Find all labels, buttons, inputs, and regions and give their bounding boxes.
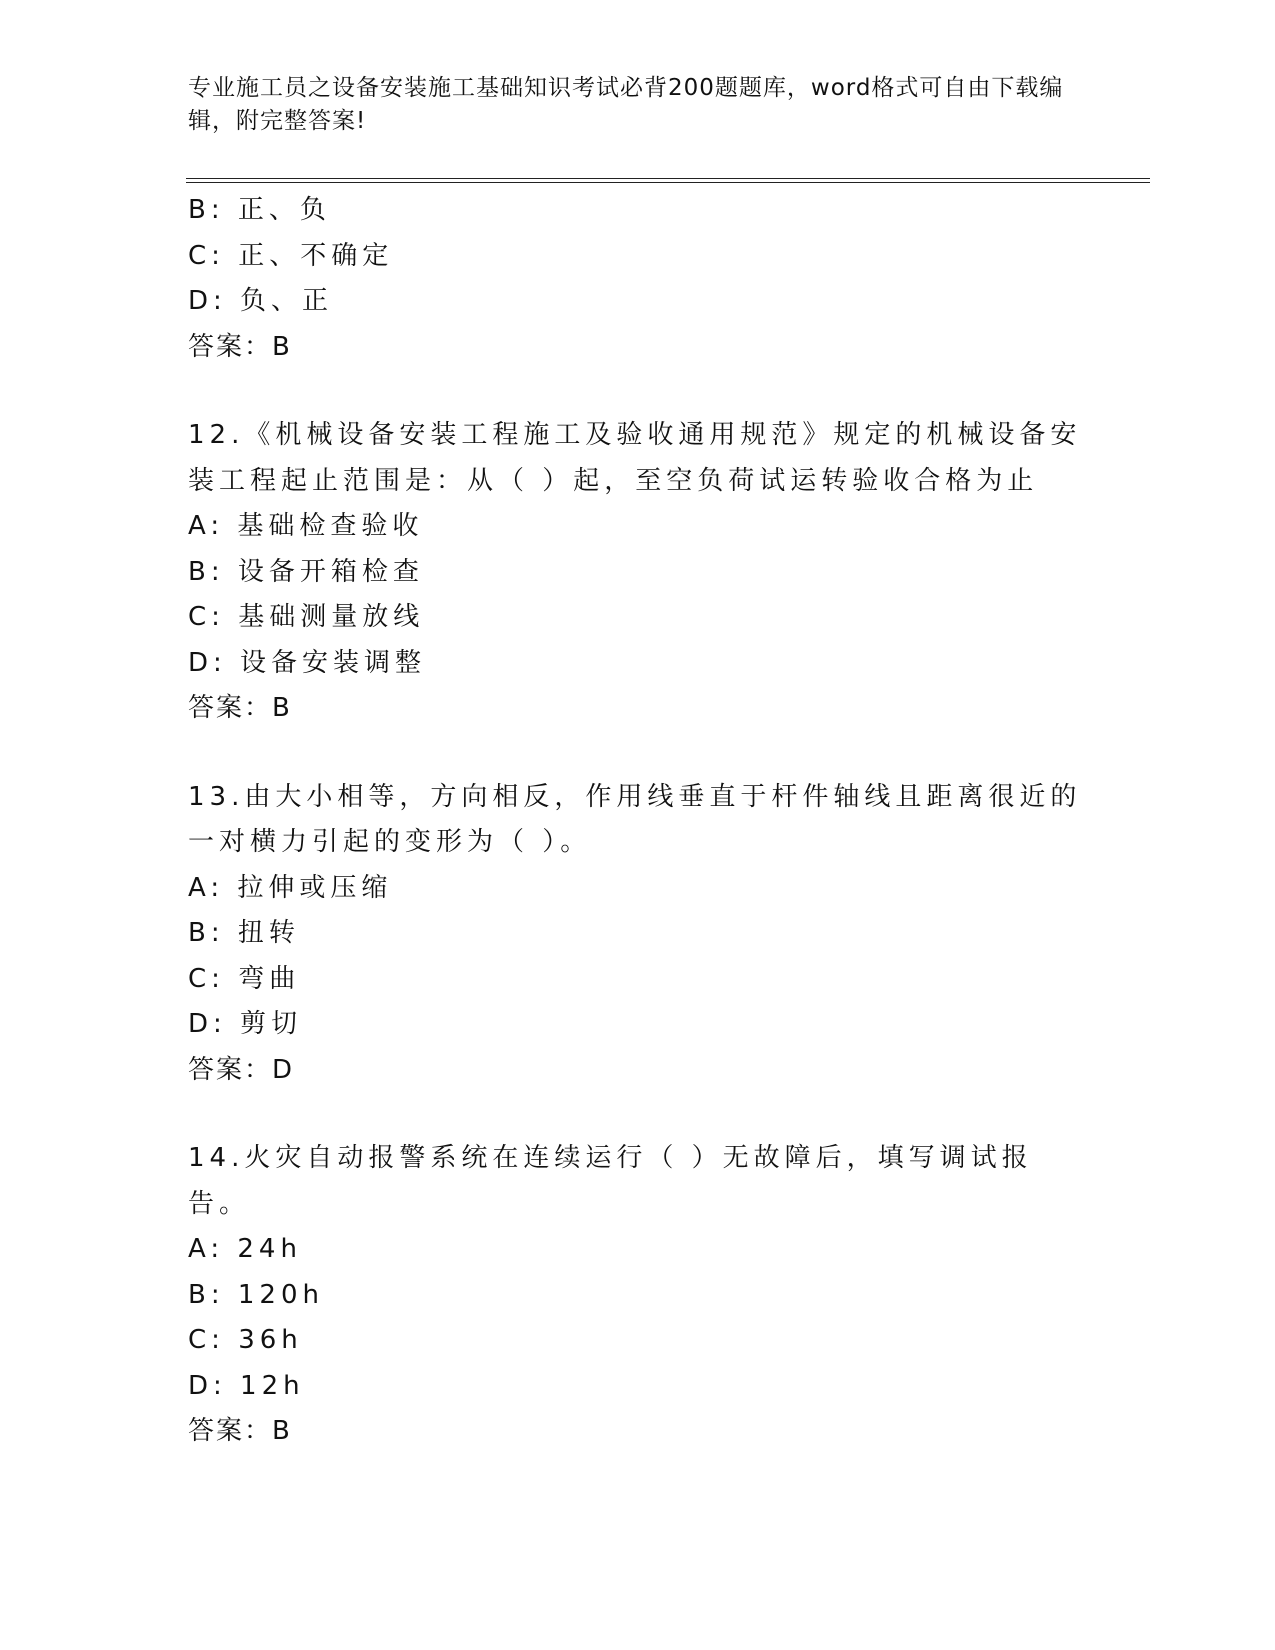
option-prefix: B: [188, 556, 225, 587]
question-stem: 14.火灾自动报警系统在连续运行（ ）无故障后，填写调试报告。 [188, 1143, 1033, 1219]
option-text: 设备安装调整 [240, 647, 427, 678]
option-text: 基础检查验收 [237, 511, 424, 541]
document-header [188, 72, 1088, 138]
option-b [188, 911, 1088, 957]
option-prefix: C: [188, 602, 225, 632]
question-14 [188, 1136, 1088, 1455]
answer-text: 答案：B [188, 1416, 292, 1446]
answer-line [188, 325, 1088, 371]
option-prefix: D: [188, 647, 227, 678]
option-prefix: B: [188, 918, 225, 948]
option-prefix: D: [188, 286, 227, 316]
question-stem: 12.《机械设备安装工程施工及验收通用规范》规定的机械设备安装工程起止范围是：从（ ）起，至空负荷试运转验收合格为止 [188, 420, 1082, 496]
answer-line [188, 686, 1088, 732]
option-prefix: B: [188, 1279, 225, 1310]
option-text: 12h [240, 1370, 305, 1401]
option-text: 正、不确定 [238, 240, 394, 271]
option-text: 36h [238, 1325, 303, 1355]
option-c [188, 234, 1088, 280]
option-d [188, 279, 1088, 325]
option-text: 拉伸或压缩 [237, 872, 393, 903]
answer-line [188, 1048, 1088, 1094]
option-text: 负、正 [240, 286, 334, 316]
option-d [188, 641, 1088, 687]
answer-text: 答案：B [188, 693, 292, 723]
option-c [188, 1318, 1088, 1364]
option-c [188, 595, 1088, 641]
option-d [188, 1364, 1088, 1410]
option-a [188, 504, 1088, 550]
option-text: 剪切 [240, 1009, 303, 1039]
option-text: 扭转 [237, 918, 300, 948]
option-a [188, 1227, 1088, 1273]
option-d [188, 1002, 1088, 1048]
header-title: 专业施工员之设备安装施工基础知识考试必背200题题库，word格式可自由下载编辑，附完整答案! [188, 75, 1064, 134]
option-a [188, 866, 1088, 912]
question-stem: 13.由大小相等，方向相反，作用线垂直于杆件轴线且距离很近的一对横力引起的变形为（ ）。 [188, 781, 1082, 857]
option-prefix: A: [188, 1234, 225, 1264]
option-prefix: A: [188, 872, 225, 903]
question-list [188, 188, 1088, 1455]
question-fragment [188, 188, 1088, 370]
option-b [188, 1273, 1088, 1319]
option-b [188, 188, 1088, 234]
option-prefix: A: [188, 511, 225, 541]
option-prefix: D: [188, 1009, 227, 1039]
option-text: 弯曲 [238, 963, 301, 994]
option-b [188, 550, 1088, 596]
option-prefix: C: [188, 963, 225, 994]
option-prefix: C: [188, 240, 225, 271]
answer-line [188, 1409, 1088, 1455]
option-c [188, 957, 1088, 1003]
option-text: 正、负 [237, 195, 331, 225]
option-text: 120h [237, 1279, 324, 1310]
option-text: 24h [237, 1234, 302, 1264]
answer-text: 答案：D [188, 1054, 295, 1085]
option-text: 基础测量放线 [238, 602, 425, 632]
question-12 [188, 413, 1088, 732]
option-prefix: B: [188, 195, 225, 225]
header-divider [186, 178, 1150, 183]
question-13 [188, 775, 1088, 1094]
option-prefix: D: [188, 1370, 227, 1401]
option-text: 设备开箱检查 [237, 556, 424, 587]
answer-text: 答案：B [188, 331, 292, 362]
option-prefix: C: [188, 1325, 225, 1355]
